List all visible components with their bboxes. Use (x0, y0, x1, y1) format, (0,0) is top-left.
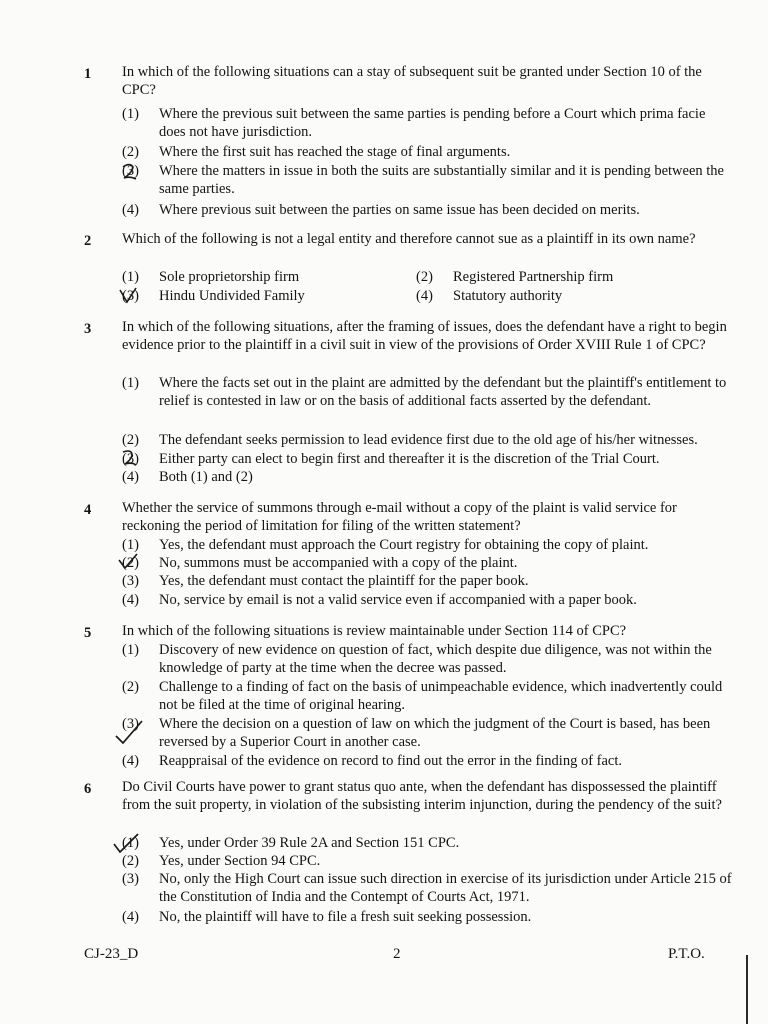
option-3: (3) Either party can elect to begin first and thereafter it is the discretion of the Trial Court. (122, 451, 660, 467)
option-3: (3) Where the matters in issue in both the suits are substantially similar and it is pending between the same parties. (122, 163, 724, 198)
handwritten-mark-icon (120, 161, 140, 183)
question-number: 6 (84, 781, 92, 797)
handwritten-mark-icon (117, 552, 141, 574)
question-text: Whether the service of summons through e-mail without a copy of the plaint is valid service for reckoning the period of limitation for filing of the written statement? (122, 500, 677, 535)
option-1: (1) Where the facts set out in the plaint are admitted by the defendant but the plaintiff's entitlement to relief is contested in law or on the basis of additional facts asserted by the defendant. (122, 375, 727, 410)
option-4: (4) Reappraisal of the evidence on record to find out the error in the finding of fact. (122, 753, 623, 769)
question-number: 2 (84, 233, 92, 249)
option-2: (2) Yes, under Section 94 CPC. (122, 853, 321, 869)
question-text: In which of the following situations is review maintainable under Section 114 of CPC? (122, 623, 627, 639)
option-1: (1) Yes, the defendant must approach the Court registry for obtaining the copy of plaint. (122, 537, 649, 553)
option-3: (3) Hindu Undivided Family (122, 288, 305, 304)
option-2: (2) No, summons must be accompanied with a copy of the plaint. (122, 555, 518, 571)
question-number: 5 (84, 625, 92, 641)
option-4: (4) No, service by email is not a valid service even if accompanied with a paper book. (122, 592, 637, 608)
question-number: 1 (84, 66, 92, 82)
question-number: 3 (84, 321, 92, 337)
question-text: In which of the following situations can a stay of subsequent suit be granted under Section 10 of the CPC? (122, 64, 702, 99)
option-2: (2) Where the first suit has reached the stage of final arguments. (122, 144, 511, 160)
option-3: (3) Yes, the defendant must contact the plaintiff for the paper book. (122, 573, 529, 589)
pto-label: P.T.O. (668, 946, 705, 962)
question-text: In which of the following situations, after the framing of issues, does the defendant have a right to begin evidence prior to the plaintiff in a civil suit in view of the provisions of Order XVIII Rule 1 of CPC? (122, 319, 727, 354)
option-2: (2) Registered Partnership firm (416, 269, 614, 285)
option-4: (4) Statutory authority (416, 288, 563, 304)
handwritten-mark-icon (120, 448, 140, 470)
option-3: (3) No, only the High Court can issue such direction in exercise of its jurisdiction under Article 215 of the Constitution of India and the Contempt of Courts Act, 1971. (122, 871, 732, 906)
handwritten-tick-icon (112, 832, 142, 856)
option-4: (4) Where previous suit between the parties on same issue has been decided on merits. (122, 202, 640, 218)
option-2: (2) The defendant seeks permission to lead evidence first due to the old age of his/her witnesses. (122, 432, 698, 448)
option-1: (1) Discovery of new evidence on question of fact, which despite due diligence, was not within the knowledge of party at the time when the decree was passed. (122, 642, 712, 677)
question-text: Do Civil Courts have power to grant status quo ante, when the defendant has dispossessed the plaintiff from the suit property, in violation of the subsisting interim injunction, during the pendency of the suit? (122, 779, 722, 814)
option-3: (3) Where the decision on a question of law on which the judgment of the Court is based, has been reversed by a Superior Court in another case. (122, 716, 711, 751)
handwritten-tick-icon (113, 718, 145, 746)
question-number: 4 (84, 502, 92, 518)
handwritten-mark-icon (118, 286, 140, 308)
page-number: 2 (393, 946, 401, 962)
paper-code: CJ-23_D (84, 946, 139, 962)
page-edge-line (746, 955, 748, 1024)
option-4: (4) No, the plaintiff will have to file a fresh suit seeking possession. (122, 909, 532, 925)
option-1: (1) Where the previous suit between the same parties is pending before a Court which prima facie does not have jurisdiction. (122, 106, 706, 141)
question-text: Which of the following is not a legal entity and therefore cannot sue as a plaintiff in its own name? (122, 231, 696, 247)
option-4: (4) Both (1) and (2) (122, 469, 253, 485)
option-1: (1) Sole proprietorship firm (122, 269, 300, 285)
option-2: (2) Challenge to a finding of fact on the basis of unimpeachable evidence, which inadvertently could not be filed at the time of original hearing. (122, 679, 723, 714)
option-1: (1) Yes, under Order 39 Rule 2A and Section 151 CPC. (122, 835, 460, 851)
